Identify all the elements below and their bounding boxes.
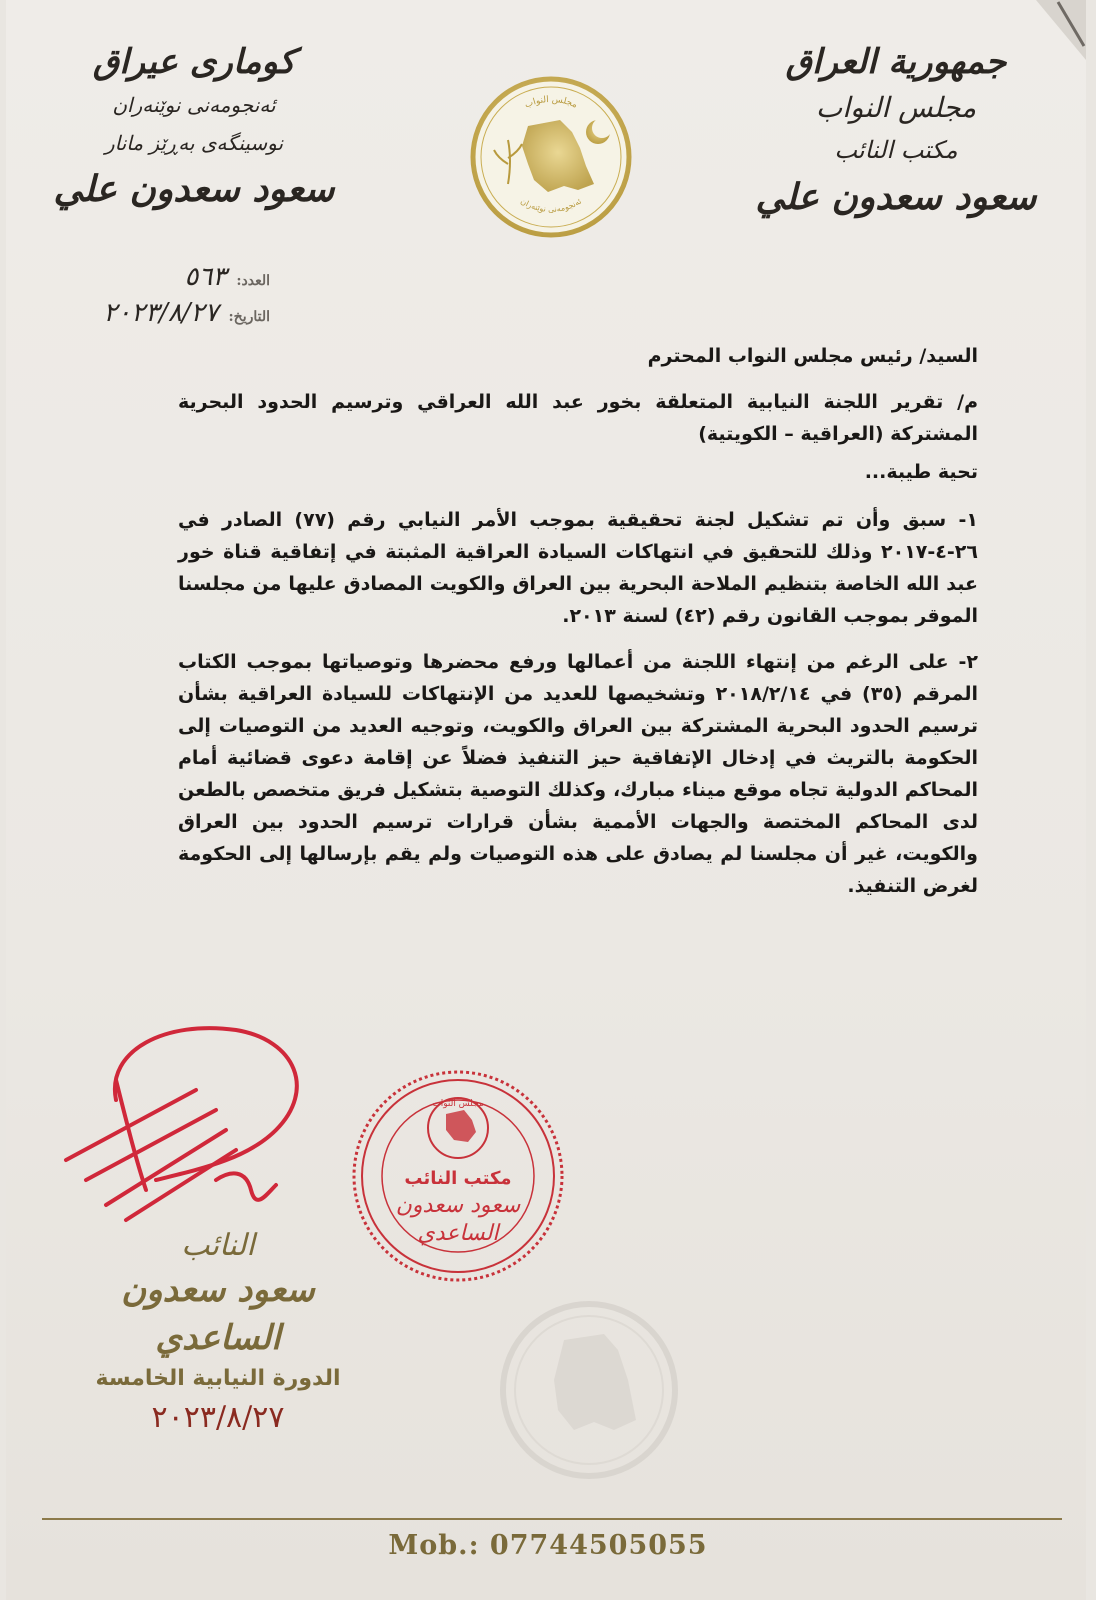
letter-number-row — [50, 262, 270, 298]
header-parliament-ku: ئەنجومەنی نوێنەران — [112, 93, 276, 117]
parliament-emblem-icon — [468, 74, 634, 240]
header-mp-name: سعود سعدون علي — [755, 176, 1037, 218]
subject: م/ تقرير اللجنة النيابية المتعلقة بخور عبد الله العراقي وترسيم الحدود البحرية المشتركة (العراقية – الكويتية) — [178, 391, 978, 445]
header-parliament: مجلس النواب — [815, 91, 977, 124]
footer-divider — [42, 1518, 1062, 1520]
stamp-line-1: مكتب النائب — [404, 1168, 512, 1189]
signature-session: الدورة النيابية الخامسة — [95, 1366, 341, 1391]
office-stamp-icon — [348, 1066, 568, 1286]
addressee: السيد/ رئيس مجلس النواب المحترم — [647, 345, 978, 367]
signature-title: النائب — [181, 1228, 255, 1263]
header-country-ku: كوماری عیراق — [92, 42, 296, 82]
mobile-number: Mob.: 07744505055 — [388, 1530, 708, 1561]
header-mp-name-ku: سعود سعدون علي — [53, 168, 335, 210]
number-value: ٥٦٣ — [184, 262, 227, 292]
stamp-outer-text: مجلس النواب — [432, 1099, 484, 1109]
paragraph-2: ٢- على الرغم من إنتهاء اللجنة من أعمالها ورفع محضرها وتوصياتها بموجب الكتاب المرقم (٣٥) في ٢٠١٨/٢/١٤ وتشخيصها للعديد من الإنتهاكات للسيادة العراقية بشأن ترسيم الحدود البحرية المشتركة بين العراق والكويت، وتوجيه العديد من التوصيات إلى الحكومة بالتريث في إدخال الإتفاقية حيز التنفيذ فضلاً عن إقامة دعوى قضائية أمام المحاكم الدولية تجاه موقع ميناء مبارك، وكذلك التوصية بتشكيل فريق متخصص بالطعن لدى المحاكم المختصة والجهات الأممية بشأن قرارات ترسيم الحدود بين العراق والكويت، غير أن مجلسنا لم يصادق على هذه التوصيات ولم يقم بإرسالها إلى الحكومة لغرض التنفيذ. — [178, 651, 978, 897]
greeting: تحية طيبة... — [864, 461, 978, 483]
header-kurdish — [24, 38, 364, 216]
letter-date-row — [50, 298, 270, 334]
handwritten-signature-icon — [46, 1020, 306, 1230]
paragraph-1: ١- سبق وأن تم تشكيل لجنة تحقيقية بموجب الأمر النيابي رقم (٧٧) الصادر في ٢٦-٤-٢٠١٧ وذلك للتحقيق في انتهاكات السيادة العراقية المثبتة في إتفاقية قناة خور عبد الله الخاصة بتنظيم الملاحة البحرية بين العراق والكويت المصادق عليها من مجلسنا الموقر بموجب القانون رقم (٤٢) لسنة ٢٠١٣. — [178, 509, 978, 627]
embossed-seal-icon — [494, 1290, 684, 1490]
emblem-top-text: مجلس النواب — [523, 94, 579, 111]
header-office: مكتب النائب — [834, 136, 958, 164]
signature-block — [68, 1226, 368, 1440]
letter-meta — [50, 262, 270, 334]
emblem-bottom-text: ئەنجومەنی نوێنەران — [519, 196, 583, 214]
number-label: العدد: — [236, 273, 270, 289]
signature-date: ٢٠٢٣/٨/٢٧ — [151, 1400, 285, 1435]
date-value: ٢٠٢٣/٨/٢٧ — [103, 298, 219, 328]
header-country: جمهورية العراق — [785, 42, 1007, 82]
letter-body — [178, 340, 978, 916]
stamp-line-3: الساعدي — [417, 1221, 499, 1246]
date-label: التاريخ: — [228, 309, 270, 325]
header-office-ku: نوسینگەی بەڕێز مانار — [104, 131, 284, 155]
stamp-line-2: سعود سعدون — [395, 1193, 521, 1218]
header-arabic — [746, 38, 1046, 224]
signature-name: سعود سعدون الساعدي — [121, 1270, 315, 1358]
letter-page — [6, 0, 1086, 1600]
